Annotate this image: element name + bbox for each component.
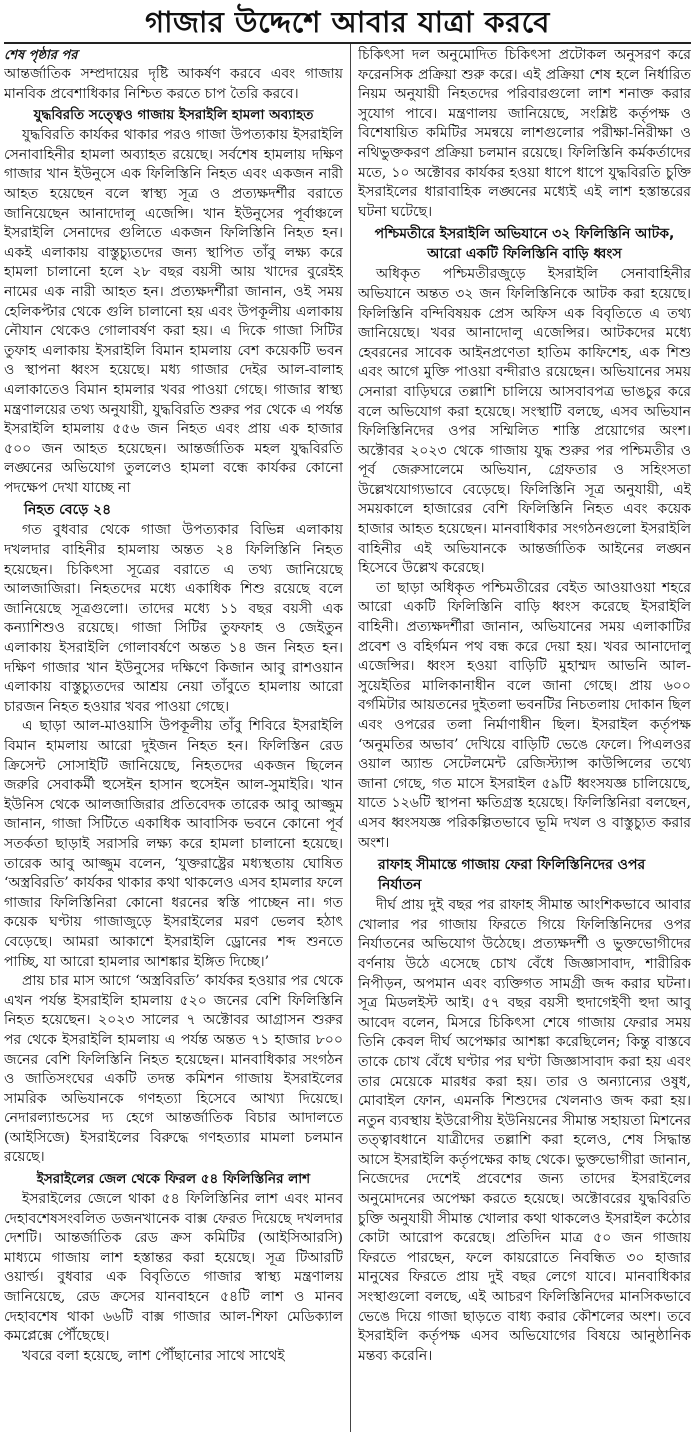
column-divider	[350, 44, 351, 1432]
paragraph: এ ছাড়া আল-মাওয়াসি উপকূলীয় তাঁবু শিবিরে ইসরাইলি বিমান হামলায় আরো দুইজন নিহত হন। ফিলিস্তিন রেড ক্রিসেন্ট সোসাইটি জানিয়েছে, নিহতদের একজন ছিলেন জরুরি সেবাকর্মী হুসেইন হাসান হুসেইন আল-সুমাইরি। খান ইউনিস থেকে আলজাজিরার প্রতিবেদক তারেক আবু আজ্জুম জানান, গাজা সিটিতে একাধিক আবাসিক ভবনে কোনো পূর্ব সতর্কতা ছাড়াই সরাসরি লক্ষ্য করে হামলা চালানো হয়েছে। তারেক আবু আজ্জুম বলেন, ‘যুক্তরাষ্ট্রের মধ্যস্থতায় ঘোষিত ‘অস্ত্রবিরতি’ কার্যকর থাকার কথা থাকলেও এসব হামলার ফলে গাজার ফিলিস্তিনিরা কোনো ধরনের স্বস্তি পাচ্ছেন না। গত কয়েক ঘণ্টায় গাজাজুড়ে ইসরাইলের মরণ ভেলব হঠাৎ বেড়েছে। আমরা আকাশে ইসরাইলি ড্রোনের শব্দ শুনতে পাচ্ছি, যা আরো হামলার আশঙ্কার ইঙ্গিত দিচ্ছে।’	[4, 718, 343, 970]
paragraph: প্রায় চার মাস আগে ‘অস্ত্রবিরতি’ কার্যকর হওয়ার পর থেকে এখন পর্যন্ত ইসরাইলি হামলায় ৫২০ জনের বেশি ফিলিস্তিনি নিহত হয়েছেন। ২০২৩ সালের ৭ অক্টোবর আগ্রাসন শুরুর পর থেকে ইসরাইলি হামলায় এ পর্যন্ত অন্তত ৭১ হাজার ৮০০ জনের বেশি ফিলিস্তিনি নিহত হয়েছেন। মানবাধিকার সংগঠন ও জাতিসংঘের একটি তদন্ত কমিশন গাজায় ইসরাইলের সামরিক অভিযানকে গণহত্যা হিসেবে আখ্যা দিয়েছে। নেদারল্যান্ডসের দ্য হেগে আন্তর্জাতিক বিচার আদালতে (আইসিজে) ইসরাইলের বিরুদ্ধে গণহত্যার মামলা চলমান রয়েছে।	[4, 973, 343, 1166]
paragraph: যুদ্ধবিরতি কার্যকর থাকার পরও গাজা উপত্যকায় ইসরাইলি সেনাবাহিনীর হামলা অব্যাহত রয়েছে। সর্বশেষ হামলায় দক্ষিণ গাজার খান ইউনুসে এক ফিলিস্তিনি নিহত এবং একজন নারী আহত হয়েছেন বলে স্বাস্থ্য সূত্র ও প্রত্যক্ষদর্শীর বরাতে জানিয়েছেন আনাদোলু এজেন্সি। খান ইউনুসের পূর্বাঞ্চলে ইসরাইলি সেনাদের গুলিতে একজন ফিলিস্তিনি নিহত হন। একই এলাকায় বাস্তুচ্যুতদের জন্য স্থাপিত তাঁবু লক্ষ্য করে হামলা চালানো হলে ২৮ বছর বয়সী আয় খাদের বুরেইহ নামের এক নারী আহত হন। প্রত্যক্ষদর্শীরা জানান, ওই সময় হেলিকপ্টার থেকে গুলি চালানো হয় এবং উপকূলীয় এলাকায় নৌযান থেকেও গোলাবর্ষণ করা হয়। এ দিকে গাজা সিটির তুফাহ এলাকায় ইসরাইলি বিমান হামলায় বেশ কয়েকটি ভবন ও স্থাপনা ধ্বংস হয়েছে। মধ্য গাজার দেইর আল-বালাহ এলাকাতেও বিমান হামলার খবর পাওয়া গেছে। গাজার স্বাস্থ্য মন্ত্রণালয়ের তথ্য অনুযায়ী, যুদ্ধবিরতি শুরুর পর থেকে এ পর্যন্ত ইসরাইলি হামলায় ৫৫৬ জন নিহত এবং প্রায় এক হাজার ৫০০ জন আহত হয়েছেন। আন্তর্জাতিক মহল যুদ্ধবিরতি লঙ্ঘনের অভিযোগ তুললেও হামলা বন্ধে কার্যকর কোনো পদক্ষেপ দেখা যাচ্ছে না	[4, 127, 343, 496]
paragraph: দীর্ঘ প্রায় দুই বছর পর রাফাহ সীমান্ত আংশিকভাবে আবার খোলার পর গাজায় ফিরতে গিয়ে ফিলিস্তিনিদের ওপর নির্যাতনের অভিযোগ উঠেছে। প্রত্যক্ষদর্শী ও ভুক্তভোগীদের বর্ণনায় উঠে এসেছে চোখ বেঁধে জিজ্ঞাসাবাদ, শারীরিক নিপীড়ন, অপমান এবং ব্যক্তিগত সামগ্রী জব্দ করার ঘটনা। সূত্র মিডলইস্ট আই। ৫৭ বছর বয়সী হুদাগেইণী হুদা আবু আবেদ বলেন, মিসরে চিকিৎসা শেষে গাজায় ফেরার সময় তিনি কেবল দীর্ঘ অপেক্ষার আশঙ্কা করেছিলেন; কিন্তু বাস্তবে তাকে চোখ বেঁধে ঘণ্টার পর ঘণ্টা জিজ্ঞাসাবাদ করা হয় এবং তার মেয়েকে মারধর করা হয়। তার ও অন্যান্যের ওষুধ, মোবাইল ফোন, এমনকি শিশুদের খেলনাও জব্দ করা হয়। নতুন ব্যবস্থায় ইউরোপীয় ইউনিয়নের সীমান্ত সহায়তা মিশনের তত্ত্বাবধানে যাত্রীদের তল্লাশি করা হলেও, শেষ সিদ্ধান্ত আসে ইসরাইলি কর্তৃপক্ষের কাছ থেকে। ভুক্তভোগীরা জানান, নিজেদের দেশেই প্রবেশের জন্য তাদের ইসরাইলের অনুমোদনের অপেক্ষা করতে হয়েছে। অক্টোবরের যুদ্ধবিরতি চুক্তি অনুযায়ী সীমান্ত খোলার কথা থাকলেও ইসরাইল কঠোর কোটা আরোপ করেছে। প্রতিদিন মাত্র ৫০ জন গাজায় ফিরতে পারছেন, ফলে কায়রোতে নিবন্ধিত ৩০ হাজার মানুষের ফিরতে প্রায় দুই বছর লেগে যাবে। মানবাধিকার সংস্থাগুলো বলছে, এই আচরণ ফিলিস্তিনিদের মানসিকভাবে ভেঙে দিয়ে গাজা ছাড়তে বাধ্য করার কৌশলের অংশ। তবে ইসরাইলি কর্তৃপক্ষ এসব অভিযোগের বিষয়ে আনুষ্ঠানিক মন্তব্য করেনি।	[358, 897, 691, 1364]
right-column	[358, 46, 691, 1432]
subheading-west-bank: পশ্চিমতীরে ইসরাইলি অভিযানে ৩২ ফিলিস্তিনি আটক, আরো একটি ফিলিস্তিনি বাড়ি ধ্বংস	[374, 226, 675, 263]
subheading-ceasefire: যুদ্ধবিরতি সত্ত্বেও গাজায় ইসরাইলি হামলা অব্যাহত	[33, 107, 314, 124]
paragraph: গত বুধবার থেকে গাজা উপত্যকার বিভিন্ন এলাকায় দখলদার বাহিনীর হামলায় অন্তত ২৪ ফিলিস্তিনি নিহত হয়েছেন। চিকিৎসা সূত্রের বরাতে এ তথ্য জানিয়েছে আলজাজিরা। নিহতদের মধ্যে একাধিক শিশু রয়েছে বলে জানিয়েছে সূত্রগুলো। তাদের মধ্যে ১১ বছর বয়সী এক কন্যাশিশুও রয়েছে। গাজা সিটির তুফফাহ ও জেইতুন এলাকায় ইসরাইলি গোলাবর্ষণে অন্তত ১৪ জন নিহত হন। দক্ষিণ গাজার খান ইউনুসের দক্ষিণে কিজান আবু রাশওয়ান এলাকায় বাস্তুচ্যুতদের আশ্রয় নেয়া তাঁবুতে হামলায় আরো চারজন নিহত হওয়ার খবর পাওয়া গেছে।	[4, 522, 343, 715]
paragraph: অধিকৃত পশ্চিমতীরজুড়ে ইসরাইলি সেনাবাহিনীর অভিযানে অন্তত ৩২ জন ফিলিস্তিনিকে আটক করা হয়েছে। ফিলিস্তিনি বন্দিবিষয়ক প্রেস অফিস এক বিবৃতিতে এ তথ্য জানিয়েছে। খবর আনাদোলু এজেন্সির। আটকদের মধ্যে হেবরনের সাবেক আইনপ্রণেতা হাতিম কাফিশেহ, এক শিশু এবং আগে মুক্তি পাওয়া বন্দীরাও রয়েছেন। অভিযানের সময় সেনারা বাড়িঘরে তল্লাশি চালিয়ে আসবাবপত্র ভাঙচুর করে বলে অভিযোগ করা হয়েছে। সংস্থাটি বলছে, এসব অভিযান ফিলিস্তিনিদের ওপর সম্মিলিত শাস্তি প্রয়োগের অংশ। অক্টোবর ২০২৩ থেকে গাজায় যুদ্ধ শুরুর পর পশ্চিমতীর ও পূর্ব জেরুসালেমে অভিযান, গ্রেফতার ও সহিংসতা উল্লেখযোগ্যভাবে বেড়েছে। ফিলিস্তিনি সূত্র অনুযায়ী, এই সময়কালে হাজারের বেশি ফিলিস্তিনি নিহত এবং কয়েক হাজার আহত হয়েছেন। মানবাধিকার সংগঠনগুলো ইসরাইলি বাহিনীর এই অভিযানকে আন্তর্জাতিক আইনের লঙ্ঘন হিসেবে উল্লেখ করেছে।	[358, 266, 691, 577]
continuation-paragraph: চিকিৎসা দল অনুমোদিত চিকিৎসা প্রটোকল অনুসরণ করে ফরেনসিক প্রক্রিয়া শুরু করে। এই প্রক্রিয়া শেষ হলে নির্ধারিত নিয়ম অনুযায়ী নিহতদের পরিবারগুলো লাশ শনাক্ত করার সুযোগ পাবে। মন্ত্রণালয় জানিয়েছে, সংশ্লিষ্ট কর্তৃপক্ষ ও বিশেষায়িত কমিটির সমন্বয়ে লাশগুলোর পরীক্ষা-নিরীক্ষা ও নথিভুক্তকরণ প্রক্রিয়া চলমান রয়েছে। ফিলিস্তিনি কর্মকর্তাদের মতে, ১০ অক্টোবর কার্যকর হওয়া ধাপে ধাপে যুদ্ধবিরতি চুক্তি ইসরাইলের ধারাবাহিক লঙ্ঘনের মধ্যেই এই লাশ হস্তান্তরের ঘটনা ঘটেছে।	[358, 47, 691, 220]
continued-from: শেষ পৃষ্ঠার পর	[4, 48, 78, 63]
headline: গাজার উদ্দেশে আবার যাত্রা করবে	[145, 5, 550, 39]
subheading-death-toll: নিহত বেড়ে ২৪	[24, 502, 112, 519]
subheading-bodies-returned: ইসরাইলের জেল থেকে ফিরল ৫৪ ফিলিস্তিনির লাশ	[36, 1171, 311, 1188]
headline-rule	[4, 42, 691, 44]
left-column	[4, 46, 343, 1432]
intro-paragraph: আন্তর্জাতিক সম্প্রদায়ের দৃষ্টি আকর্ষণ করবে এবং গাজায় মানবিক প্রবেশাধিকার নিশ্চিত করতে চাপ তৈরি করবে।	[4, 66, 343, 102]
paragraph: তা ছাড়া অধিকৃত পশ্চিমতীরের বেইত আওয়াওয়া শহরে আরো একটি ফিলিস্তিনি বাড়ি ধ্বংস করেছে ইসরাইলি বাহিনী। প্রত্যক্ষদর্শীরা জানান, অভিযানের সময় এলাকাটির প্রবেশ ও বহির্গমন পথ বন্ধ করে দেয়া হয়। খবর আনাদোলু এজেন্সির। ধ্বংস হওয়া বাড়িটি মুহাম্মদ আভনি আল-সুয়েইতির মালিকানাধীন বলে জানা গেছে। প্রায় ৬০০ বর্গমিটার আয়তনের দুইতলা ভবনটির নিচতলায় দোকান ছিল এবং ওপরের তলা নির্মাণাধীন ছিল। ইসরাইল কর্তৃপক্ষ ‘অনুমতির অভাব’ দেখিয়ে বাড়িটি ভেঙে ফেলে। পিএলওর ওয়াল অ্যান্ড সেটেলমেন্ট রেজিস্ট্যান্স কাউন্সিলের তথ্যে জানা গেছে, গত মাসে ইসরাইল ৫৯টি ধ্বংসযজ্ঞ চালিয়েছে, যাতে ১২৬টি স্থাপনা ক্ষতিগ্রস্ত হয়েছে। ফিলিস্তিনিরা বলছেন, এসব ধ্বংসযজ্ঞ পরিকল্পিতভাবে ভূমি দখল ও বাস্তুচ্যুত করার অংশ।	[358, 579, 691, 851]
paragraph: ইসরাইলের জেলে থাকা ৫৪ ফিলিস্তিনির লাশ এবং মানব দেহাবশেষসংবলিত ডজনখানেক বাক্স ফেরত দিয়েছে দখলদার দেশটি। আন্তর্জাতিক রেড ক্রস কমিটির (আইসিআরসি) মাধ্যমে গাজায় লাশ হস্তান্তর করা হয়েছে। সূত্র টিআরটি ওয়ার্ল্ড। বুধবার এক বিবৃতিতে গাজার স্বাস্থ্য মন্ত্রণালয় জানিয়েছে, রেড ক্রসের যানবাহনে ৫৪টি লাশ ও মানব দেহাবশেষ থাকা ৬৬টি বাক্স গাজার আল-শিফা মেডিক্যাল কমপ্লেক্সে পৌঁছেছে।	[4, 1191, 343, 1345]
subheading-rafah: রাফাহ সীমান্তে গাজায় ফেরা ফিলিস্তিনিদের ওপর নির্যাতন	[378, 857, 646, 894]
paragraph: খবরে বলা হয়েছে, লাশ পৌঁছানোর সাথে সাথেই	[22, 1347, 285, 1364]
